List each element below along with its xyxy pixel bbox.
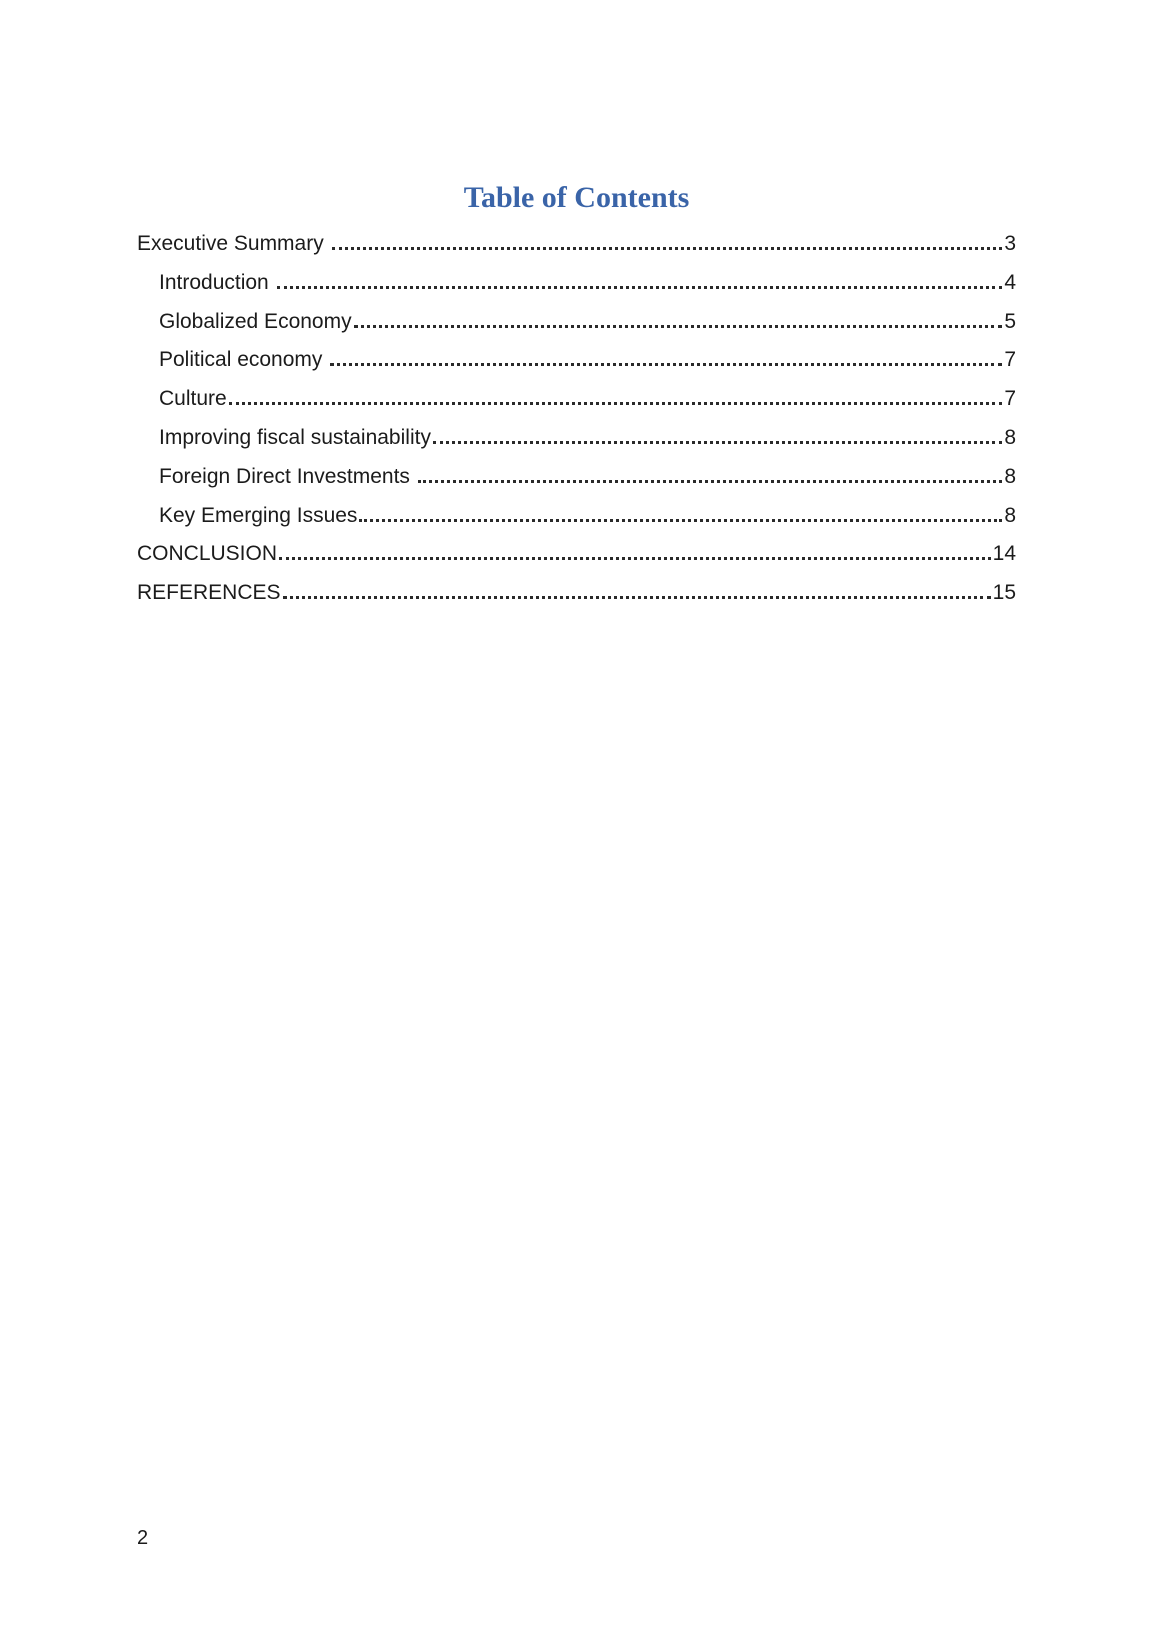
toc-entry-label: CONCLUSION	[137, 542, 278, 566]
toc-entry-page-number: 15	[992, 581, 1016, 605]
toc-entry-label: REFERENCES	[137, 581, 281, 605]
toc-entry-page-number: 7	[1004, 387, 1016, 411]
toc-entry-foreign-direct-investments[interactable]	[137, 458, 1016, 497]
toc-entry-page-number: 8	[1004, 425, 1016, 449]
toc-entry-label: Political economy	[159, 348, 329, 372]
toc-entry-globalized-economy[interactable]	[137, 303, 1016, 342]
dotted-leader	[354, 325, 1003, 328]
dotted-leader	[229, 402, 1003, 405]
dotted-leader	[279, 557, 991, 560]
toc-entry-political-economy[interactable]	[137, 341, 1016, 380]
toc-title: Table of Contents	[463, 181, 690, 214]
toc-entry-label: Executive Summary	[137, 232, 330, 255]
dotted-leader	[433, 441, 1002, 444]
toc-entry-label: Globalized Economy	[159, 309, 352, 333]
toc-entry-page-number: 3	[1004, 232, 1016, 255]
toc-entry-label: Foreign Direct Investments	[159, 464, 416, 488]
toc-entry-references[interactable]	[137, 574, 1016, 613]
toc-entry-executive-summary[interactable]	[137, 225, 1016, 264]
dotted-leader	[277, 286, 1003, 289]
toc-entry-page-number: 8	[1004, 503, 1016, 527]
toc-entry-label: Culture	[159, 387, 227, 411]
toc-entry-key-emerging-issues[interactable]	[137, 497, 1016, 536]
dotted-leader	[283, 596, 991, 599]
toc-entry-page-number: 8	[1004, 464, 1016, 488]
toc-entry-label: Key Emerging Issues	[159, 503, 358, 527]
toc-entry-improving-fiscal-sustainability[interactable]	[137, 419, 1016, 458]
toc-entry-page-number: 4	[1004, 270, 1016, 294]
dotted-leader	[418, 480, 1003, 483]
toc-entry-introduction[interactable]	[137, 264, 1016, 303]
dotted-leader	[332, 247, 1003, 250]
toc-entry-culture[interactable]	[137, 380, 1016, 419]
toc-section	[137, 180, 1016, 613]
toc-entry-label: Improving fiscal sustainability	[159, 425, 431, 449]
dotted-leader	[359, 519, 1002, 522]
toc-list	[137, 225, 1016, 613]
dotted-leader	[330, 363, 1002, 366]
toc-entry-label: Introduction	[159, 270, 275, 294]
toc-entry-page-number: 7	[1004, 348, 1016, 372]
toc-entry-page-number: 14	[992, 542, 1016, 566]
page-number-footer: 2	[137, 1527, 149, 1549]
toc-entry-page-number: 5	[1004, 309, 1016, 333]
toc-entry-conclusion[interactable]	[137, 535, 1016, 574]
